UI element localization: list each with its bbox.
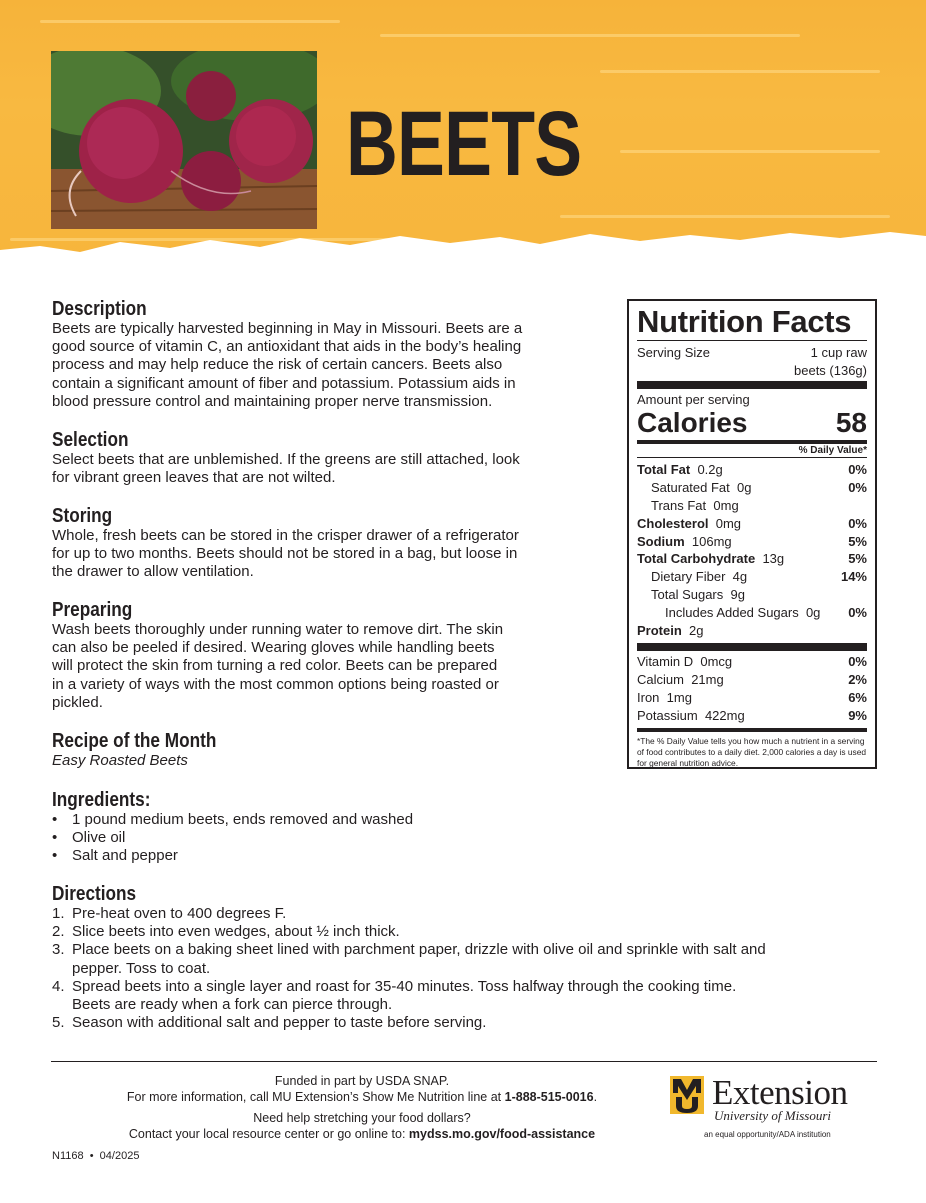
- nutrient-row: Dietary Fiber 4g 14%: [651, 569, 867, 585]
- serving-size-row: Serving Size 1 cup raw: [637, 345, 867, 360]
- nutrient-row: Iron 1mg 6%: [637, 689, 867, 705]
- logo-extension-text: Extension: [712, 1073, 848, 1112]
- directions-heading: Directions: [52, 883, 137, 905]
- list-item: 5. Season with additional salt and pepper to taste before serving.: [52, 1014, 487, 1032]
- phone-number[interactable]: 1-888-515-0016: [504, 1090, 594, 1104]
- list-item: 4. Spread beets into a single layer and roast for 35-40 minutes. Toss halfway through the cooking time. Beets are ready when a fork can pierce through.: [52, 977, 737, 1014]
- assistance-link[interactable]: mydss.mo.gov/food-assistance: [408, 1127, 596, 1141]
- nutrient-row: Protein 2g: [637, 622, 704, 638]
- logo-tagline: an equal opportunity/ADA institution: [704, 1130, 831, 1139]
- description-section: [52, 298, 522, 411]
- nutrient-row: Total Fat 0.2g 0%: [637, 462, 867, 478]
- nutrient-row: Sodium 106mg 5%: [637, 533, 867, 549]
- selection-heading: Selection: [52, 429, 129, 451]
- ingredients-list: [52, 811, 413, 866]
- description-heading: Description: [52, 298, 147, 320]
- mu-extension-logo: [670, 1074, 870, 1144]
- ingredients-section: [52, 789, 413, 866]
- ingredients-heading: Ingredients:: [52, 789, 151, 811]
- directions-section: [52, 883, 882, 1032]
- footer-divider: [51, 1061, 877, 1062]
- recipe-name: Easy Roasted Beets: [52, 752, 188, 769]
- nutrient-row: Total Sugars 9g: [651, 586, 745, 602]
- nutrition-title: Nutrition Facts: [637, 304, 852, 339]
- selection-text: Select beets that are unblemished. If the greens are still attached, look for vibrant green leaves that are not wilted.: [52, 451, 520, 487]
- preparing-section: [52, 599, 503, 712]
- nutrition-facts-panel: Nutrition Facts Serving Size 1 cup raw beets (136g) Amount per serving Calories 58 % Daily Value* Total Fat 0.2g 0% Saturated Fat 0g 0% Trans Fat 0mg Cholesterol 0mg 0% Sodium 106mg 5% Total Carbohydrate 13g 5% Dietary Fiber 4g 14% Total Sugars 9g Includes Added Sugars 0g 0% Protein 2g Vitamin D 0mcg 0% Calcium 21mg 2% Iron 1mg 6% Potassium 422mg 9% *The % Daily Value tells you how much a nutrient in a serving of food contributes to a daily diet. 2,000 calories a day is used for general nutrition advice.: [627, 299, 877, 769]
- beets-photo: [51, 51, 317, 229]
- footer-funding: Funded in part by USDA SNAP. For more information, call MU Extension’s Show Me Nutrition line at 1-888-515-0016.: [126, 1074, 598, 1104]
- preparing-text: Wash beets thoroughly under running water to remove dirt. The skin can also be peeled if desired. Wearing gloves while handling beets will protect the skin from turning a red color. Beets can be prepared in a variety of ways with the most common options being roasted or pickled.: [52, 621, 504, 711]
- list-item: 1. Pre-heat oven to 400 degrees F.: [52, 905, 287, 922]
- list-item: 2. Slice beets into even wedges, about ½ inch thick.: [52, 923, 400, 941]
- list-item: • Salt and pepper: [52, 847, 178, 865]
- directions-list: [52, 905, 882, 1032]
- footer-help: Need help stretching your food dollars? Contact your local resource center or go online to: mydss.mo.gov/food-assistance: [128, 1111, 596, 1141]
- storing-heading: Storing: [52, 505, 113, 527]
- nutrient-row: Calcium 21mg 2%: [637, 672, 867, 688]
- list-item: • Olive oil: [52, 829, 126, 847]
- preparing-heading: Preparing: [52, 599, 133, 621]
- nutrient-row: Potassium 422mg 9%: [637, 707, 867, 723]
- description-text: Beets are typically harvested beginning in May in Missouri. Beets are a good source of vitamin C, an antioxidant that aids in the body’s healing process and may help reduce the risk of certain cancers. Beets also contain a significant amount of fiber and potassium. Potassium aids in blood pressure control and maintaining proper nerve transmission.: [52, 320, 523, 410]
- selection-section: [52, 429, 520, 487]
- storing-section: [52, 505, 519, 582]
- nutrient-row: Includes Added Sugars 0g 0%: [665, 604, 867, 620]
- nutrient-row: Cholesterol 0mg 0%: [637, 515, 867, 531]
- list-item: 3. Place beets on a baking sheet lined with parchment paper, drizzle with olive oil and sprinkle with salt and pepper. Toss to coat.: [52, 941, 766, 977]
- logo-university-text: University of Missouri: [714, 1108, 831, 1123]
- storing-text: Whole, fresh beets can be stored in the crisper drawer of a refrigerator for up to two months. Beets should not be stored in a bag, but loose in the drawer to allow ventilation.: [52, 527, 519, 581]
- nutrient-row: Trans Fat 0mg: [651, 497, 739, 513]
- banner-torn-edge: [0, 228, 926, 262]
- nutrient-row: Total Carbohydrate 13g 5%: [637, 551, 867, 567]
- nutrition-footnote: *The % Daily Value tells you how much a nutrient in a serving of food contributes to a daily diet. 2,000 calories a day is used for general nutrition advice.: [637, 735, 867, 768]
- nutrient-row: Vitamin D 0mcg 0%: [637, 654, 867, 670]
- calories-row: Calories 58: [637, 407, 867, 439]
- page-title: BEETS: [346, 93, 582, 195]
- daily-value-header: % Daily Value*: [798, 445, 867, 457]
- nutrient-row: Saturated Fat 0g 0%: [651, 480, 867, 496]
- mu-logo-icon: [670, 1076, 704, 1114]
- list-item: • 1 pound medium beets, ends removed and washed: [52, 811, 414, 828]
- recipe-heading: Recipe of the Month: [52, 730, 217, 752]
- recipe-section: [52, 730, 243, 770]
- document-code: N1168 • 04/2025: [52, 1150, 140, 1162]
